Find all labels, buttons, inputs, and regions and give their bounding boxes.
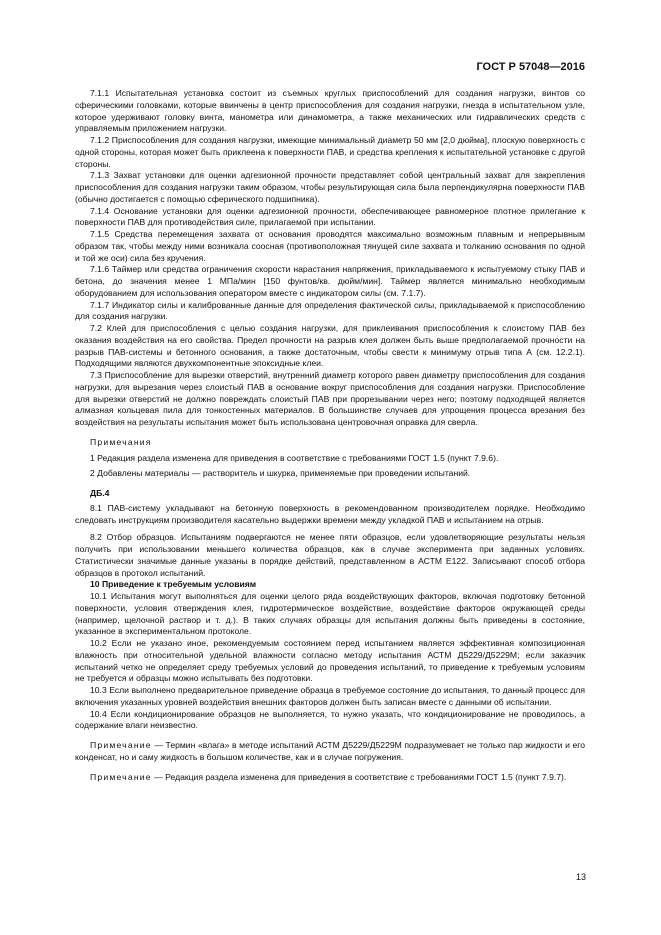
- note-label: Примечание: [90, 740, 152, 750]
- paragraph-8-1: 8.1 ПАВ-систему укладывают на бетонную поверхность в рекомендованном производителем порядке. Необходимо следовать инструкциям производителя касательно выдержки времени между укладкой ПАВ и испытанием на отрыв.: [75, 502, 585, 525]
- section-db4-heading: ДБ.4: [90, 488, 110, 498]
- note-1: 1 Редакция раздела изменена для приведения в соответствие с требованиями ГОСТ 1.5 (пункт 7.9.6).: [90, 452, 499, 463]
- document-body: [75, 88, 585, 783]
- paragraph-7-1-6: 7.1.6 Таймер или средства ограничения скорости нарастания напряжения, прикладываемого к испытуемому стыку ПАВ и бетона, до значения менее 1 МПа/мин [150 фунтов/кв. дюйм/мин]. Таймер является минимально необходимым оборудованием для использования оператором вместе с индикатором силы (см. 7.1.7).: [75, 264, 585, 298]
- paragraph-10-1: 10.1 Испытания могут выполняться для оценки целого ряда воздействующих факторов, включая подготовку бетонной поверхности, условия отверждения клея, гидротермическое воздействие, воздействие факторов окружающей среды (например, щелочной раствор и т. д.). В таких случаях образцы для испытания должны быть приведены в состояние, указанное в экспериментальном протоколе.: [75, 591, 585, 637]
- standard-header: ГОСТ Р 57048—2016: [476, 61, 585, 73]
- paragraph-10-3: 10.3 Если выполнено предварительное приведение образца в требуемое состояние до испытания, то данный процесс для включения указанных уровней воздействия внешних факторов должен быть записан вместе с данными об испытании.: [75, 685, 585, 707]
- note-2: 2 Добавлены материалы — растворитель и шкурка, применяемые при проведении испытаний.: [90, 468, 471, 479]
- paragraph-7-1-4: 7.1.4 Основание установки для оценки адгезионной прочности, обеспечивающее равномерное плотное прилегание к поверхности ПАВ для противодействия силе, прилагаемой при испытании.: [75, 205, 585, 228]
- paragraph-10-2: 10.2 Если не указано иное, рекомендуемым состоянием перед испытанием является эффективная композиционная влажность при относительной удельной влажности согласно методу испытания АСТМ Д5229/Д5229М; если заказчик испытаний четко не определяет среду требуемых условий до проведения испытаний, то приведение к требуемым условиям не требуется и образцы можно испытывать без подготовки.: [75, 638, 585, 684]
- section-10-heading: 10 Приведение к требуемым условиям: [90, 579, 257, 590]
- paragraph-7-2: 7.2 Клей для приспособления с целью создания нагрузки, для приклеивания приспособления к слоистому ПАВ без оказания воздействия на его свойства. Предел прочности на разрыв клея должен быть выше предполагаемой прочности на разрыв ПАВ-системы и бетонного основания, а также достаточным, чтобы свести к минимуму отрыв типа А (см. 12.2.1). Подходящими являются двухкомпонентные эпоксидные клеи.: [75, 323, 585, 369]
- paragraph-10-4: 10.4 Если кондиционирование образцов не выполняется, то нужно указать, что кондиционирование не проводилось, а содержание влаги неизвестно.: [75, 708, 585, 731]
- note-text: — Термин «влага» в методе испытаний АСТМ Д5229/Д5229М подразумевает не только пар жидкости и его конденсат, но и саму жидкость в большом количестве, как и в случае погружения.: [75, 740, 585, 762]
- note-text: — Редакция раздела изменена для приведения в соответствие с требованиями ГОСТ 1.5 (пункт 7.9.7).: [151, 771, 567, 782]
- paragraph-8-2: 8.2 Отбор образцов. Испытаниям подвергаются не менее пяти образцов, если удовлетворяющие результаты нельзя получить при использовании меньшего количества образцов, как в случае эксперимента при заданных условиях. Статистически значимые данные указаны в порядке действий, представленном в АСТМ Е122. Записывают способ отбора образцов в протокол испытаний.: [75, 532, 585, 578]
- paragraph-7-3: 7.3 Приспособление для вырезки отверстий, внутренний диаметр которого равен диаметру приспособления для создания нагрузки, для вырезания через слоистый ПАВ в основание вокруг приспособления для создания нагрузки. Приспособление для вырезки отверстий не должно повреждать слоистый ПАВ при прорезывании через него; поэтому подходящей является алмазная кольцевая пила для тонкостенных материалов. В большинстве случаев для упрощения процесса врезания без воздействия на результаты испытания может быть использована центровочная оправка для сверла.: [75, 370, 585, 427]
- notes-heading: Примечания: [90, 436, 152, 447]
- paragraph-7-1-3: 7.1.3 Захват установки для оценки адгезионной прочности представляет собой центральный захват для закрепления приспособления для создания нагрузки таким образом, чтобы результирующая сила была перпендикулярна поверхности ПАВ (обычно достигается с помощью сферического подшипника).: [75, 170, 585, 204]
- note-moisture: [75, 740, 585, 764]
- note-edition: [75, 772, 585, 784]
- note-label: Примечание: [90, 771, 152, 782]
- page-number: 13: [575, 872, 586, 882]
- paragraph-7-1-5: 7.1.5 Средства перемещения захвата от основания проводятся максимально возможным плавным и непрерывным образом так, чтобы между ними возникала соосная (противоположная тянущей силе захвата и толканию основания по одной и той же оси) сила без кручения.: [75, 229, 585, 263]
- paragraph-7-1-7: 7.1.7 Индикатор силы и калиброванные данные для определения фактической силы, прикладываемой к приспособлению для создания нагрузки.: [75, 299, 585, 322]
- paragraph-7-1-2: 7.1.2 Приспособления для создания нагрузки, имеющие минимальный диаметр 50 мм [2,0 дюйма], плоскую поверхность с одной стороны, которая может быть приклеена к поверхности ПАВ, и средства крепления к испытательной установке с другой стороны.: [75, 135, 585, 169]
- paragraph-7-1-1: 7.1.1 Испытательная установка состоит из съемных круглых приспособлений для создания нагрузки, винтов со сферическими головками, которые ввинчены в центр приспособления для создания нагрузки, гнезда в испытательном узле, которое удерживают головку винта, манометра или динамометра, а также механических или гидравлических средств с управляемым приложением нагрузки.: [75, 88, 585, 134]
